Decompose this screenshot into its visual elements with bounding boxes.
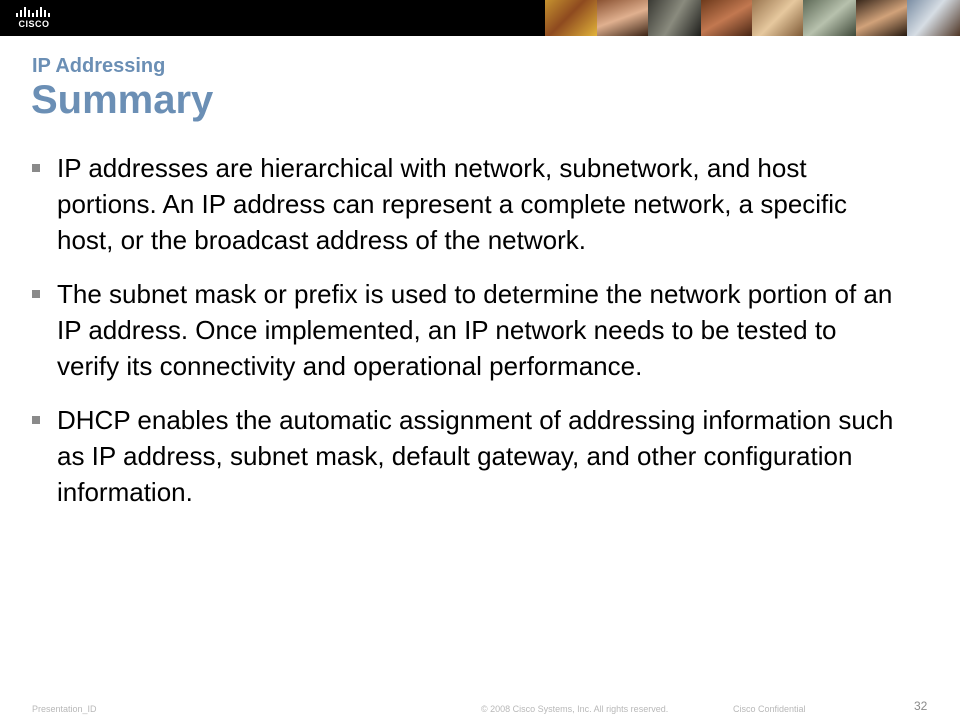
header-photo [648,0,701,36]
footer-confidential: Cisco Confidential [733,704,806,714]
header-photo [856,0,907,36]
header-photo [597,0,648,36]
square-bullet-icon [32,416,40,424]
cisco-logo-text: CISCO [18,19,50,29]
page-number: 32 [914,699,928,713]
header-photo [545,0,597,36]
footer-copyright: © 2008 Cisco Systems, Inc. All rights reserved. [481,704,669,714]
bullet-text: DHCP enables the automatic assignment of addressing information such as IP address, subnet mask, default gateway, and other configuration information. [57,405,894,507]
bullet-item [32,150,902,258]
bullet-text: The subnet mask or prefix is used to determine the network portion of an IP address. Once implemented, an IP network needs to be tested to verify its connectivity and operational performance. [57,279,893,381]
slide-subtitle: IP Addressing [32,55,166,77]
header-photo-strip [545,0,960,36]
slide-title: Summary [31,78,214,122]
cisco-logo-icon [14,5,54,31]
header-photo [803,0,856,36]
bullet-item [32,402,902,510]
footer-presentation-id: Presentation_ID [32,704,97,714]
bullet-list [32,150,902,528]
bullet-text: IP addresses are hierarchical with network, subnetwork, and host portions. An IP address can represent a complete network, a specific host, or the broadcast address of the network. [57,153,848,255]
bullet-item [32,276,902,384]
header-photo [701,0,752,36]
header-photo [907,0,960,36]
header-bar [0,0,960,36]
header-photo [752,0,803,36]
square-bullet-icon [32,164,40,172]
square-bullet-icon [32,290,40,298]
